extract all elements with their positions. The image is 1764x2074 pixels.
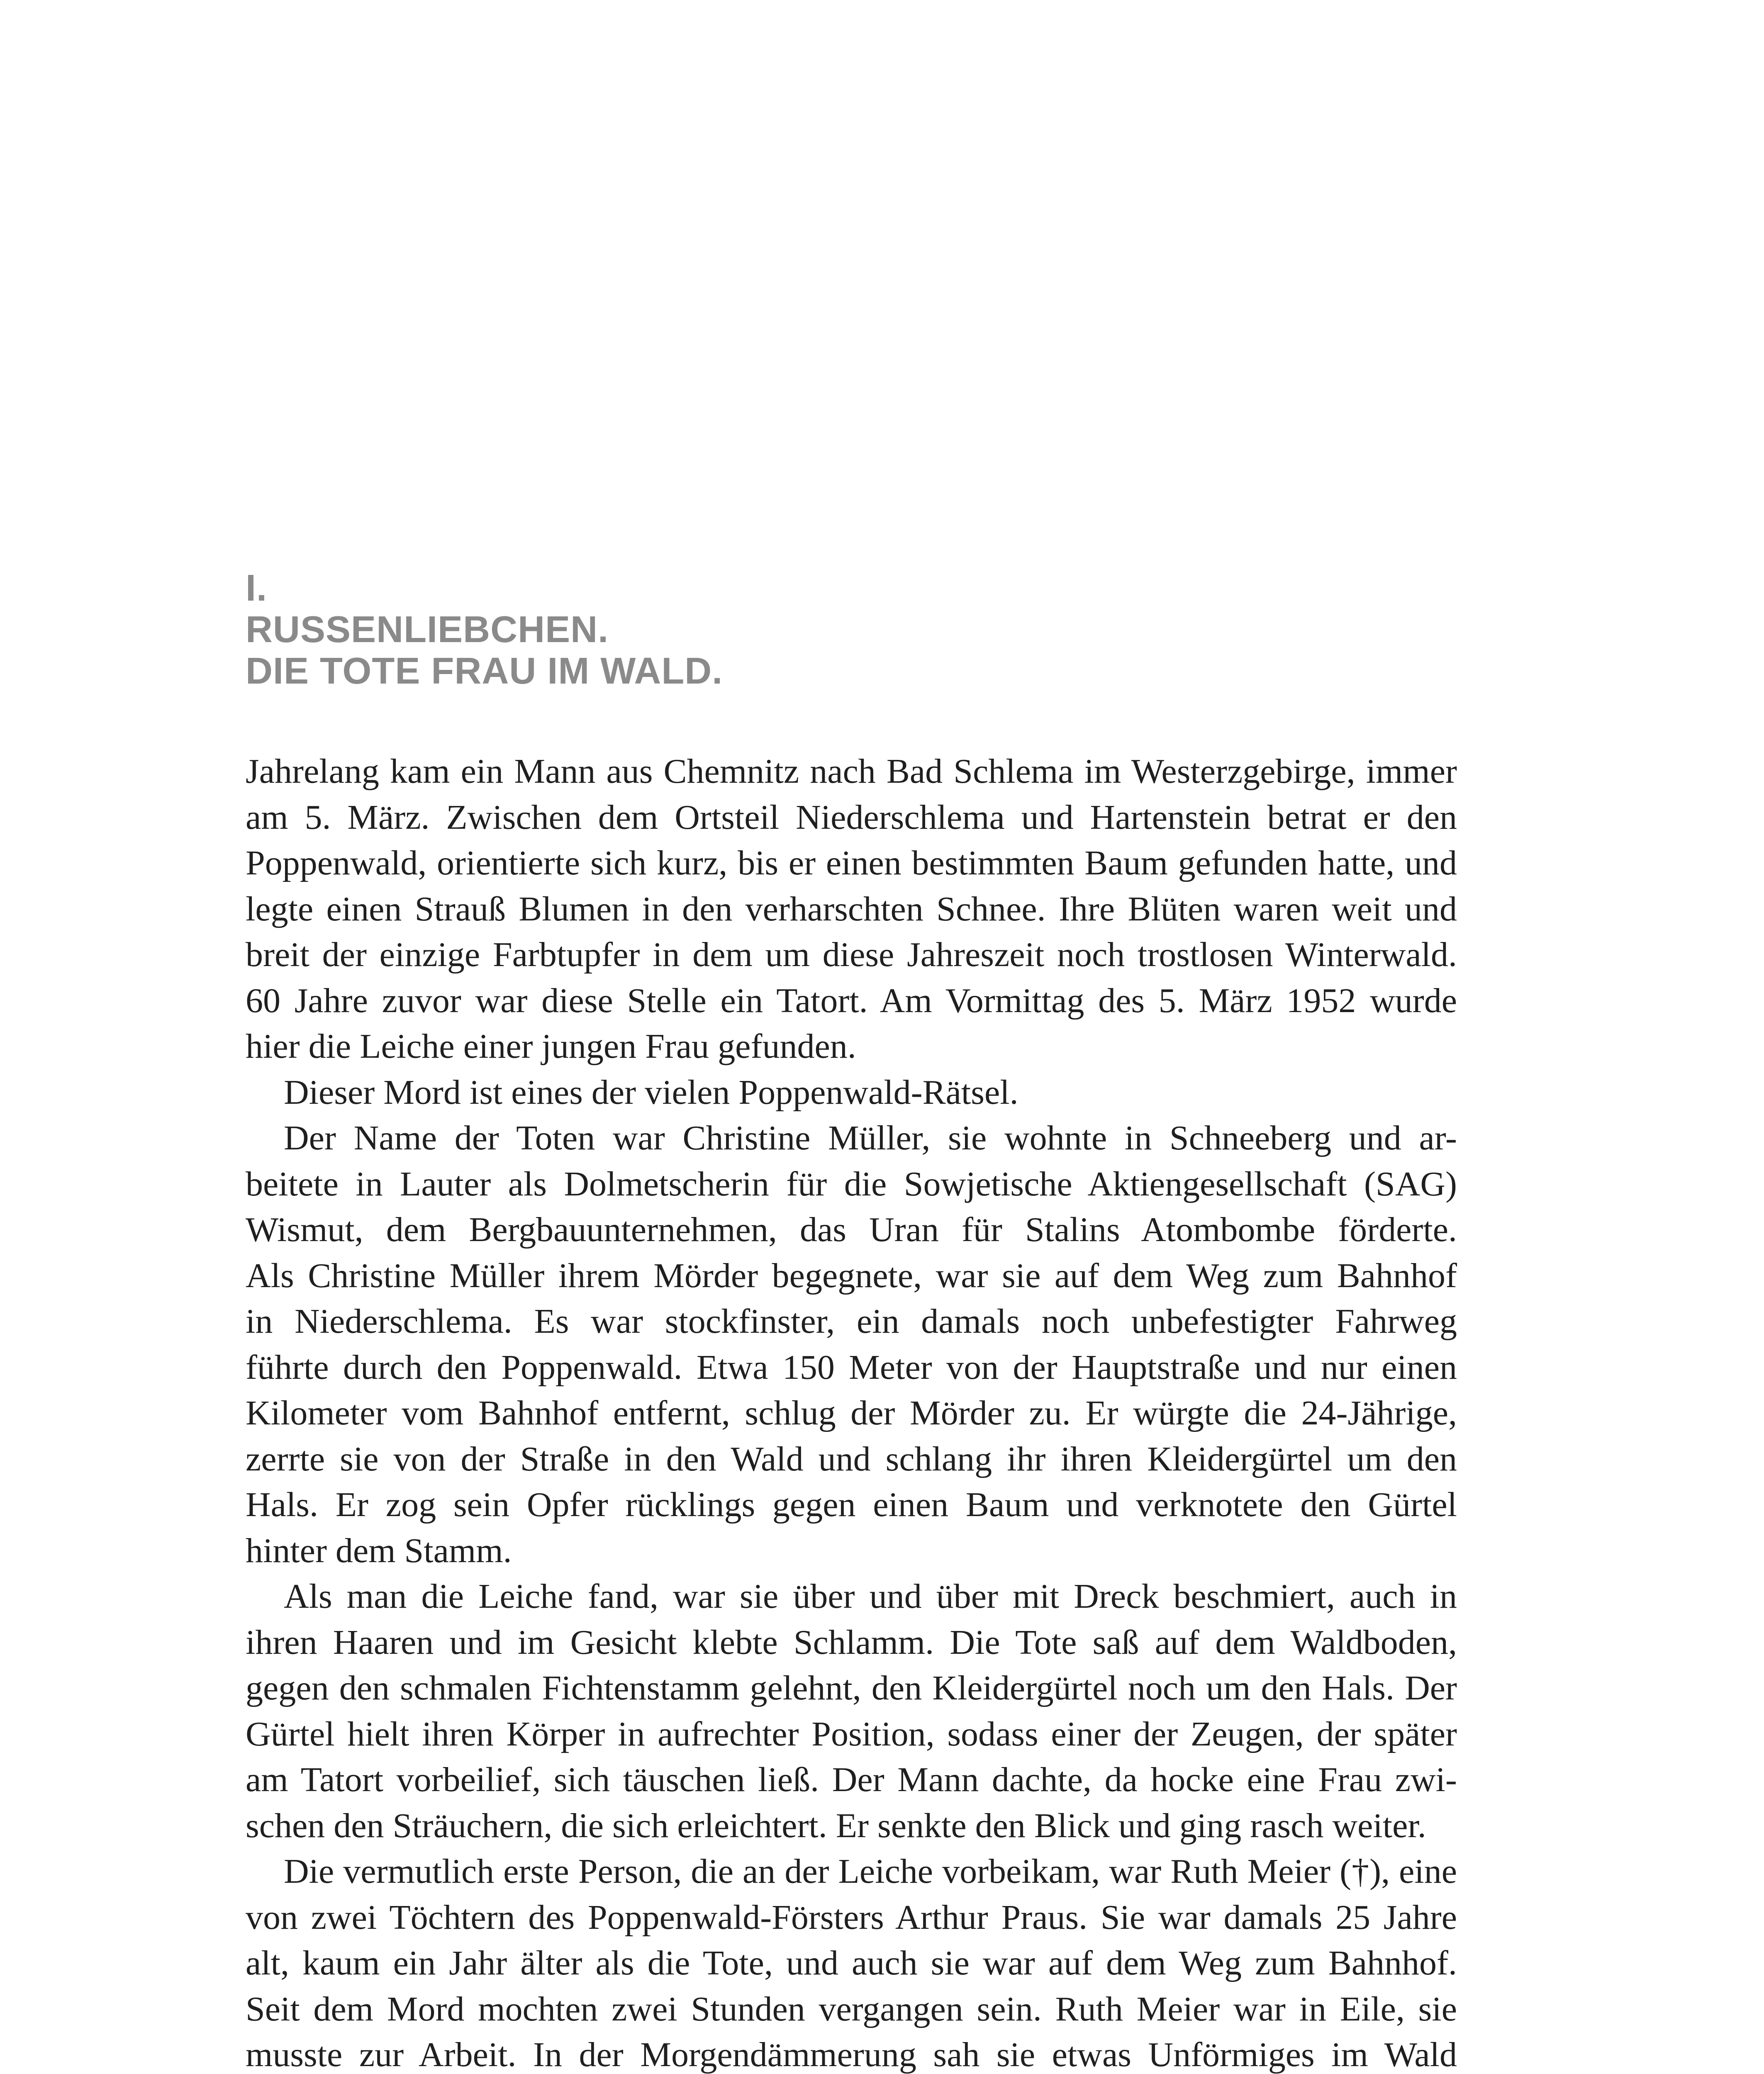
text-line: zerrte sie von der Straße in den Wald und schlang ihr ihren Kleidergürtel um den bbox=[246, 1439, 1457, 1478]
text-line: Wismut, dem Bergbauunternehmen, das Uran für Stalins Atombombe förderte. bbox=[246, 1210, 1457, 1249]
text-line: schen den Sträuchern, die sich erleichtert. Er senkte den Blick und ging rasch weiter. bbox=[246, 1806, 1426, 1845]
text-line: Der Name der Toten war Christine Müller, sie wohnte in Schneeberg und ar- bbox=[284, 1119, 1457, 1157]
text-line: Seit dem Mord mochten zwei Stunden vergangen sein. Ruth Meier war in Eile, sie bbox=[246, 1989, 1457, 2028]
chapter-number: I. bbox=[246, 567, 268, 609]
text-line: breit der einzige Farbtupfer in dem um diese Jahreszeit noch trostlosen Winterwald. bbox=[246, 935, 1457, 974]
text-line: alt, kaum ein Jahr älter als die Tote, und auch sie war auf dem Weg zum Bahnhof. bbox=[246, 1944, 1457, 1982]
text-line: Dieser Mord ist eines der vielen Poppenwald-Rätsel. bbox=[284, 1073, 1018, 1112]
text-line: Die vermutlich erste Person, die an der Leiche vorbeikam, war Ruth Meier (†), eine bbox=[284, 1852, 1457, 1891]
text-line: am 5. März. Zwischen dem Ortsteil Niederschlema und Hartenstein betrat er den bbox=[246, 798, 1457, 837]
text-line: von zwei Töchtern des Poppenwald-Försters Arthur Praus. Sie war damals 25 Jahre bbox=[246, 1898, 1457, 1937]
text-line: Als Christine Müller ihrem Mörder begegnete, war sie auf dem Weg zum Bahnhof bbox=[246, 1256, 1457, 1295]
text-line: gegen den schmalen Fichtenstamm gelehnt, den Kleidergürtel noch um den Hals. Der bbox=[246, 1669, 1457, 1707]
text-line: legte einen Strauß Blumen in den verharschten Schnee. Ihre Blüten waren weit und bbox=[246, 889, 1457, 928]
text-line: in Niederschlema. Es war stockfinster, ein damals noch unbefestigter Fahrweg bbox=[246, 1302, 1457, 1341]
text-line: musste zur Arbeit. In der Morgendämmerung sah sie etwas Unförmiges im Wald bbox=[246, 2035, 1457, 2074]
text-line: ihren Haaren und im Gesicht klebte Schlamm. Die Tote saß auf dem Waldboden, bbox=[246, 1623, 1457, 1662]
body-text bbox=[246, 749, 1457, 2074]
chapter-heading bbox=[246, 567, 1490, 692]
text-line: Hals. Er zog sein Opfer rücklings gegen einen Baum und verknotete den Gürtel bbox=[246, 1485, 1457, 1524]
text-line: führte durch den Poppenwald. Etwa 150 Meter von der Hauptstraße und nur einen bbox=[246, 1348, 1457, 1387]
text-line: am Tatort vorbeilief, sich täuschen ließ. Der Mann dachte, da hocke eine Frau zwi- bbox=[246, 1760, 1457, 1799]
text-line: Kilometer vom Bahnhof entfernt, schlug der Mörder zu. Er würgte die 24-Jährige, bbox=[246, 1394, 1457, 1432]
text-line: Als man die Leiche fand, war sie über und über mit Dreck beschmiert, auch in bbox=[284, 1577, 1457, 1616]
text-line: Gürtel hielt ihren Körper in aufrechter Position, sodass einer der Zeugen, der später bbox=[246, 1714, 1457, 1753]
chapter-title-line-2: DIE TOTE FRAU IM WALD. bbox=[246, 650, 723, 692]
text-line: Poppenwald, orientierte sich kurz, bis er einen bestimmten Baum gefunden hatte, und bbox=[246, 844, 1457, 882]
text-line: beitete in Lauter als Dolmetscherin für die Sowjetische Aktiengesellschaft (SAG) bbox=[246, 1164, 1457, 1203]
text-line: 60 Jahre zuvor war diese Stelle ein Tatort. Am Vormittag des 5. März 1952 wurde bbox=[246, 981, 1457, 1020]
chapter-title-line-1: RUSSENLIEBCHEN. bbox=[246, 609, 609, 650]
text-line: hier die Leiche einer jungen Frau gefunden. bbox=[246, 1027, 856, 1066]
text-line: Jahrelang kam ein Mann aus Chemnitz nach Bad Schlema im Westerzgebirge, immer bbox=[246, 752, 1457, 791]
text-line: hinter dem Stamm. bbox=[246, 1531, 512, 1570]
